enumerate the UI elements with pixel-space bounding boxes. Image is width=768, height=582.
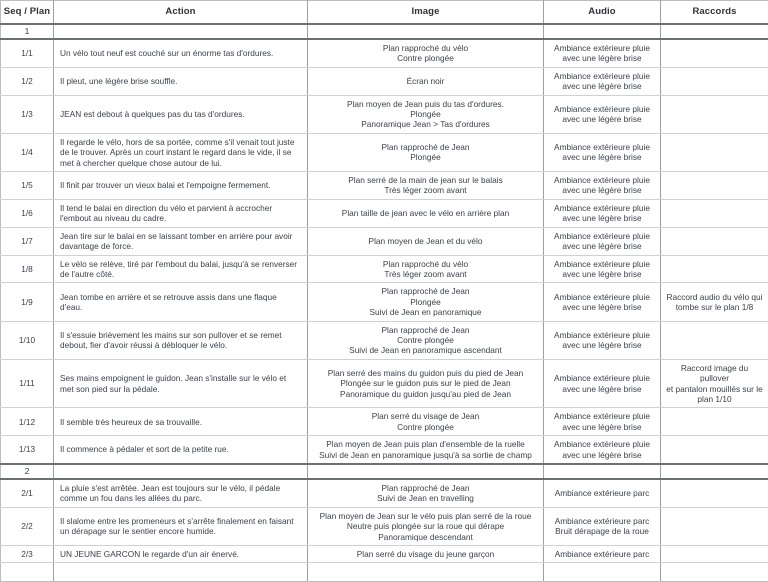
cell-action: UN JEUNE GARCON le regarde d'un air énervé.	[54, 546, 308, 563]
column-header-image: Image	[308, 1, 544, 25]
table-row[interactable]	[1, 95, 768, 133]
section-action-cell	[54, 24, 308, 39]
cell-audio	[544, 255, 661, 283]
image-line: Écran noir	[312, 76, 539, 86]
cell-audio	[544, 95, 661, 133]
cell-image	[308, 479, 544, 507]
table-row[interactable]	[1, 255, 768, 283]
table-row[interactable]	[1, 507, 768, 545]
audio-line: Ambiance extérieure pluie	[548, 292, 656, 302]
image-line: Plan rapproché de Jean	[312, 483, 539, 493]
image-line: Panoramique descendant	[312, 532, 539, 542]
cell-action: La pluie s'est arrêtée. Jean est toujours sur le vélo, il pédale comme un fou dans les allées du parc.	[54, 479, 308, 507]
cell-audio	[544, 507, 661, 545]
cell-image	[308, 67, 544, 95]
cell-audio	[544, 199, 661, 227]
section-raccords-cell	[661, 464, 768, 479]
image-line: Plan rapproché du vélo	[312, 43, 539, 53]
audio-line: avec une légère brise	[548, 152, 656, 162]
raccords-line: et pantalon mouillés sur le	[666, 384, 763, 394]
cell-action: Il tend le balai en direction du vélo et parvient à accrocher l'embout au niveau du cadre.	[54, 199, 308, 227]
audio-line: Ambiance extérieure pluie	[548, 71, 656, 81]
cell-image	[308, 255, 544, 283]
table-row[interactable]	[1, 39, 768, 67]
cell-seq-plan: 2/3	[1, 546, 54, 563]
audio-line: Bruit dérapage de la roue	[548, 526, 656, 536]
image-line: Plan rapproché de Jean	[312, 286, 539, 296]
cell-seq-plan: 1/3	[1, 95, 54, 133]
cell-seq-plan: 1/8	[1, 255, 54, 283]
cell-image	[308, 39, 544, 67]
cell-seq-plan: 2/1	[1, 479, 54, 507]
table-row[interactable]	[1, 133, 768, 171]
empty-cell	[544, 563, 661, 582]
image-line: Suivi de Jean en panoramique ascendant	[312, 345, 539, 355]
table-row[interactable]	[1, 227, 768, 255]
cell-image	[308, 227, 544, 255]
audio-line: Ambiance extérieure pluie	[548, 259, 656, 269]
image-line: Plan rapproché de Jean	[312, 142, 539, 152]
cell-raccords	[661, 227, 768, 255]
cell-raccords	[661, 321, 768, 359]
section-action-cell	[54, 464, 308, 479]
image-line: Plan rapproché de Jean	[312, 325, 539, 335]
cell-image	[308, 408, 544, 436]
empty-cell	[54, 563, 308, 582]
cell-action: Le vélo se relève, tiré par l'embout du balai, jusqu'à se renverser de l'autre côté.	[54, 255, 308, 283]
cell-seq-plan: 1/5	[1, 172, 54, 200]
cell-image	[308, 436, 544, 464]
cell-raccords	[661, 67, 768, 95]
audio-line: Ambiance extérieure pluie	[548, 373, 656, 383]
cell-seq-plan: 1/1	[1, 39, 54, 67]
cell-image	[308, 133, 544, 171]
cell-raccords	[661, 359, 768, 408]
audio-line: Ambiance extérieure pluie	[548, 175, 656, 185]
cell-action: Jean tombe en arrière et se retrouve assis dans une flaque d'eau.	[54, 283, 308, 321]
image-line: Plan serré du visage du jeune garçon	[312, 549, 539, 559]
image-line: Très léger zoom avant	[312, 269, 539, 279]
audio-line: avec une légère brise	[548, 241, 656, 251]
image-line: Suivi de Jean en panoramique jusqu'à sa sortie de champ	[312, 450, 539, 460]
cell-raccords	[661, 436, 768, 464]
cell-seq-plan: 1/9	[1, 283, 54, 321]
cell-seq-plan: 1/12	[1, 408, 54, 436]
table-header	[1, 1, 768, 25]
audio-line: Ambiance extérieure parc	[548, 549, 656, 559]
cell-audio	[544, 359, 661, 408]
audio-line: avec une légère brise	[548, 213, 656, 223]
table-row[interactable]	[1, 436, 768, 464]
audio-line: avec une légère brise	[548, 302, 656, 312]
image-line: Plan serré du visage de Jean	[312, 411, 539, 421]
audio-line: Ambiance extérieure pluie	[548, 231, 656, 241]
cell-image	[308, 172, 544, 200]
column-header-audio: Audio	[544, 1, 661, 25]
image-line: Contre plongée	[312, 53, 539, 63]
audio-line: Ambiance extérieure parc	[548, 516, 656, 526]
image-line: Plongée	[312, 152, 539, 162]
cell-action: Il pleut, une légère brise souffle.	[54, 67, 308, 95]
image-line: Neutre puis plongée sur la roue qui dérape	[312, 521, 539, 531]
image-line: Plan rapproché du vélo	[312, 259, 539, 269]
image-line: Plongée	[312, 297, 539, 307]
raccords-line: Raccord audio du vélo qui	[666, 292, 763, 302]
cell-image	[308, 283, 544, 321]
image-line: Plan taille de jean avec le vélo en arrière plan	[312, 208, 539, 218]
cell-audio	[544, 67, 661, 95]
cell-audio	[544, 227, 661, 255]
cell-seq-plan: 1/4	[1, 133, 54, 171]
image-line: Très léger zoom avant	[312, 185, 539, 195]
audio-line: avec une légère brise	[548, 384, 656, 394]
table-row[interactable]	[1, 67, 768, 95]
table-row[interactable]	[1, 199, 768, 227]
audio-line: Ambiance extérieure pluie	[548, 411, 656, 421]
column-header-raccords: Raccords	[661, 1, 768, 25]
image-line: Plan moyen de Jean puis plan d'ensemble de la ruelle	[312, 439, 539, 449]
audio-line: Ambiance extérieure parc	[548, 488, 656, 498]
image-line: Panoramique du guidon jusqu'au pied de Jean	[312, 389, 539, 399]
audio-line: avec une légère brise	[548, 114, 656, 124]
image-line: Plongée sur le guidon puis sur le pied de Jean	[312, 378, 539, 388]
cell-audio	[544, 172, 661, 200]
cell-raccords	[661, 39, 768, 67]
cell-seq-plan: 1/11	[1, 359, 54, 408]
table-row[interactable]	[1, 408, 768, 436]
column-header-action: Action	[54, 1, 308, 25]
image-line: Plan serré de la main de jean sur le balais	[312, 175, 539, 185]
image-line: Suivi de Jean en panoramique	[312, 307, 539, 317]
audio-line: Ambiance extérieure pluie	[548, 43, 656, 53]
cell-audio	[544, 546, 661, 563]
cell-seq-plan: 1/10	[1, 321, 54, 359]
audio-line: Ambiance extérieure pluie	[548, 142, 656, 152]
cell-seq-plan: 2/2	[1, 507, 54, 545]
section-row	[1, 24, 768, 39]
cell-audio	[544, 321, 661, 359]
cell-raccords	[661, 479, 768, 507]
cell-seq-plan: 1/2	[1, 67, 54, 95]
cell-image	[308, 359, 544, 408]
cell-image	[308, 95, 544, 133]
cell-action: Ses mains empoignent le guidon. Jean s'installe sur le vélo et met son pied sur la pédale.	[54, 359, 308, 408]
cell-action: Il commence à pédaler et sort de la petite rue.	[54, 436, 308, 464]
image-line: Plan moyen de Jean sur le vélo puis plan serré de la roue	[312, 511, 539, 521]
cell-raccords	[661, 133, 768, 171]
image-line: Suivi de Jean en travelling	[312, 493, 539, 503]
image-line: Contre plongée	[312, 422, 539, 432]
cell-raccords	[661, 546, 768, 563]
cell-seq-plan: 1/6	[1, 199, 54, 227]
section-number: 1	[1, 24, 54, 39]
audio-line: avec une légère brise	[548, 81, 656, 91]
empty-cell	[308, 563, 544, 582]
cell-action: Il slalome entre les promeneurs et s'arrête finalement en faisant un dérapage sur le sentier encore humide.	[54, 507, 308, 545]
cell-raccords	[661, 408, 768, 436]
cell-audio	[544, 436, 661, 464]
section-image-cell	[308, 24, 544, 39]
cell-image	[308, 507, 544, 545]
cell-seq-plan: 1/7	[1, 227, 54, 255]
section-number: 2	[1, 464, 54, 479]
audio-line: avec une légère brise	[548, 269, 656, 279]
image-line: Contre plongée	[312, 335, 539, 345]
section-raccords-cell	[661, 24, 768, 39]
raccords-line: Raccord image du pullover	[666, 363, 763, 384]
audio-line: Ambiance extérieure pluie	[548, 330, 656, 340]
table-row[interactable]	[1, 172, 768, 200]
raccords-line: plan 1/10	[666, 394, 763, 404]
audio-line: Ambiance extérieure pluie	[548, 203, 656, 213]
cell-seq-plan: 1/13	[1, 436, 54, 464]
audio-line: avec une légère brise	[548, 422, 656, 432]
section-audio-cell	[544, 24, 661, 39]
image-line: Plan moyen de Jean puis du tas d'ordures.	[312, 99, 539, 109]
audio-line: avec une légère brise	[548, 185, 656, 195]
cell-action: Il semble très heureux de sa trouvaille.	[54, 408, 308, 436]
cell-audio	[544, 133, 661, 171]
image-line: Plan moyen de Jean et du vélo	[312, 236, 539, 246]
cell-action: Il finit par trouver un vieux balai et l'empoigne fermement.	[54, 172, 308, 200]
empty-cell	[1, 563, 54, 582]
section-row	[1, 464, 768, 479]
cell-image	[308, 321, 544, 359]
cell-raccords	[661, 507, 768, 545]
empty-cell	[661, 563, 768, 582]
image-line: Plan serré des mains du guidon puis du pied de Jean	[312, 368, 539, 378]
cell-audio	[544, 408, 661, 436]
cell-raccords	[661, 283, 768, 321]
table-row[interactable]	[1, 546, 768, 563]
table-row[interactable]	[1, 359, 768, 408]
cell-audio	[544, 283, 661, 321]
audio-line: avec une légère brise	[548, 340, 656, 350]
cell-audio	[544, 39, 661, 67]
section-audio-cell	[544, 464, 661, 479]
audio-line: Ambiance extérieure pluie	[548, 439, 656, 449]
cell-raccords	[661, 172, 768, 200]
cell-action: JEAN est debout à quelques pas du tas d'ordures.	[54, 95, 308, 133]
image-line: Plongée	[312, 109, 539, 119]
cell-action: Un vélo tout neuf est couché sur un énorme tas d'ordures.	[54, 39, 308, 67]
header-row	[1, 1, 768, 25]
audio-line: avec une légère brise	[548, 53, 656, 63]
raccords-line: tombe sur le plan 1/8	[666, 302, 763, 312]
empty-row	[1, 563, 768, 582]
audio-line: avec une légère brise	[548, 450, 656, 460]
cell-image	[308, 199, 544, 227]
cell-audio	[544, 479, 661, 507]
table-row[interactable]	[1, 479, 768, 507]
audio-line: Ambiance extérieure pluie	[548, 104, 656, 114]
cell-raccords	[661, 199, 768, 227]
cell-action: Il regarde le vélo, hors de sa portée, comme s'il venait tout juste de le trouver. Après un court instant le regard dans le vide, il se met à chercher quelque chose autour de lui.	[54, 133, 308, 171]
table-row[interactable]	[1, 283, 768, 321]
table-row[interactable]	[1, 321, 768, 359]
table-body	[1, 24, 768, 582]
cell-raccords	[661, 95, 768, 133]
cell-image	[308, 546, 544, 563]
image-line: Panoramique Jean > Tas d'ordures	[312, 119, 539, 129]
cell-action: Il s'essuie brièvement les mains sur son pullover et se remet debout, fier d'avoir réussi à débloquer le vélo.	[54, 321, 308, 359]
cell-action: Jean tire sur le balai en se laissant tomber en arrière pour avoir davantage de force.	[54, 227, 308, 255]
column-header-seq: Seq / Plan	[1, 1, 54, 25]
section-image-cell	[308, 464, 544, 479]
cell-raccords	[661, 255, 768, 283]
